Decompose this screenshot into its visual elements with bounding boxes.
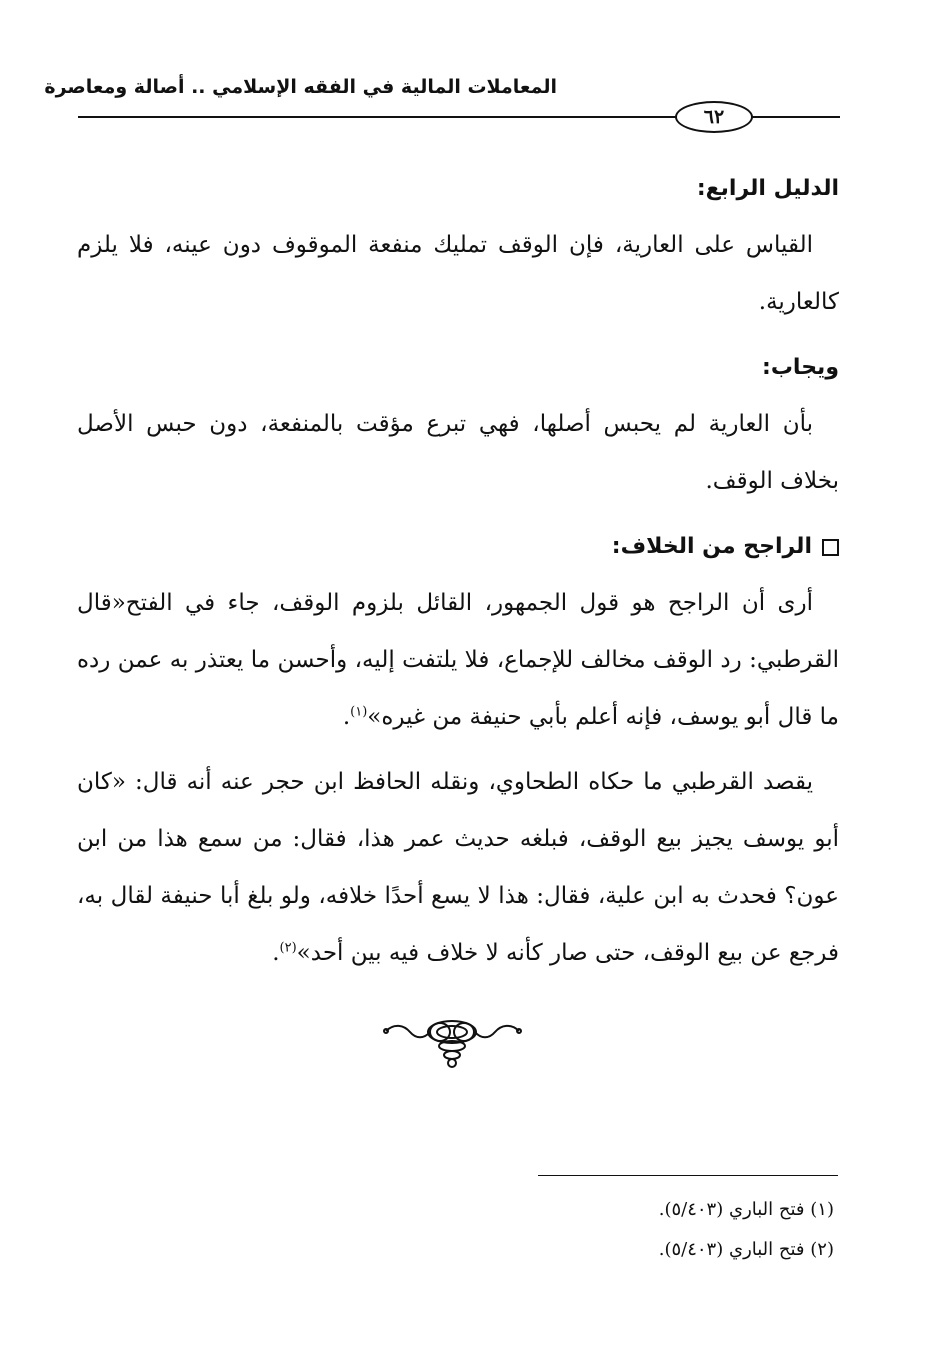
paragraph-fourth-evidence: القياس على العارية، فإن الوقف تمليك منفعة الموقوف دون عينه، فلا يلزم كالعارية.	[77, 232, 839, 315]
footnote-1: (١) فتح الباري (٥/٤٠٣).	[658, 1199, 834, 1220]
footnotes	[434, 1190, 834, 1270]
paragraph-qurtubi	[77, 754, 839, 982]
heading-preferred-label: الراجح من الخلاف:	[611, 534, 812, 559]
footnote-2: (٢) فتح الباري (٥/٤٠٣).	[658, 1239, 834, 1260]
paragraph-qurtubi-text: يقصد القرطبي ما حكاه الطحاوي، ونقله الحافظ ابن حجر عنه أنه قال: «كان أبو يوسف يجيز بيع الوقف، فبلغه حديث عمر هذا، فقال: من سمع هذا من ابن عون؟ فحدث به ابن علية، فقال: هذا لا يسع أحدًا خلافه، ولو بلغ أبا حنيفة لقال به، فرجع عن بيع الوقف، حتى صار كأنه لا خلاف فيه بين أحد»	[77, 769, 839, 966]
paragraph-preferred-text: أرى أن الراجح هو قول الجمهور، القائل بلزوم الوقف، جاء في الفتح«قال القرطبي: رد الوقف مخالف للإجماع، فلا يلتفت إليه، وأحسن ما يعتذر به عمن رده ما قال أبو يوسف، فإنه أعلم بأبي حنيفة من غيره»	[77, 590, 839, 730]
footnote-ref-1: (١)	[350, 704, 368, 720]
heading-preferred-opinion	[77, 518, 839, 575]
page-number-badge: ٦٢	[675, 101, 753, 133]
main-text	[77, 160, 839, 982]
ornament-divider-icon	[380, 1005, 525, 1075]
paragraph-qurtubi-end: .	[272, 940, 280, 966]
paragraph-preferred-opinion	[77, 575, 839, 746]
footnote-ref-2: (٢)	[279, 940, 297, 956]
running-header-title: المعاملات المالية في الفقه الإسلامي .. أصالة ومعاصرة	[44, 76, 557, 98]
paragraph-preferred-end: .	[342, 704, 351, 730]
heading-fourth-evidence: الدليل الرابع:	[696, 176, 839, 201]
footnote-divider	[538, 1175, 838, 1176]
square-bullet-icon	[822, 539, 839, 556]
heading-answer: ويجاب:	[762, 355, 839, 380]
paragraph-answer: بأن العارية لم يحبس أصلها، فهي تبرع مؤقت بالمنفعة، دون حبس الأصل بخلاف الوقف.	[77, 411, 839, 494]
